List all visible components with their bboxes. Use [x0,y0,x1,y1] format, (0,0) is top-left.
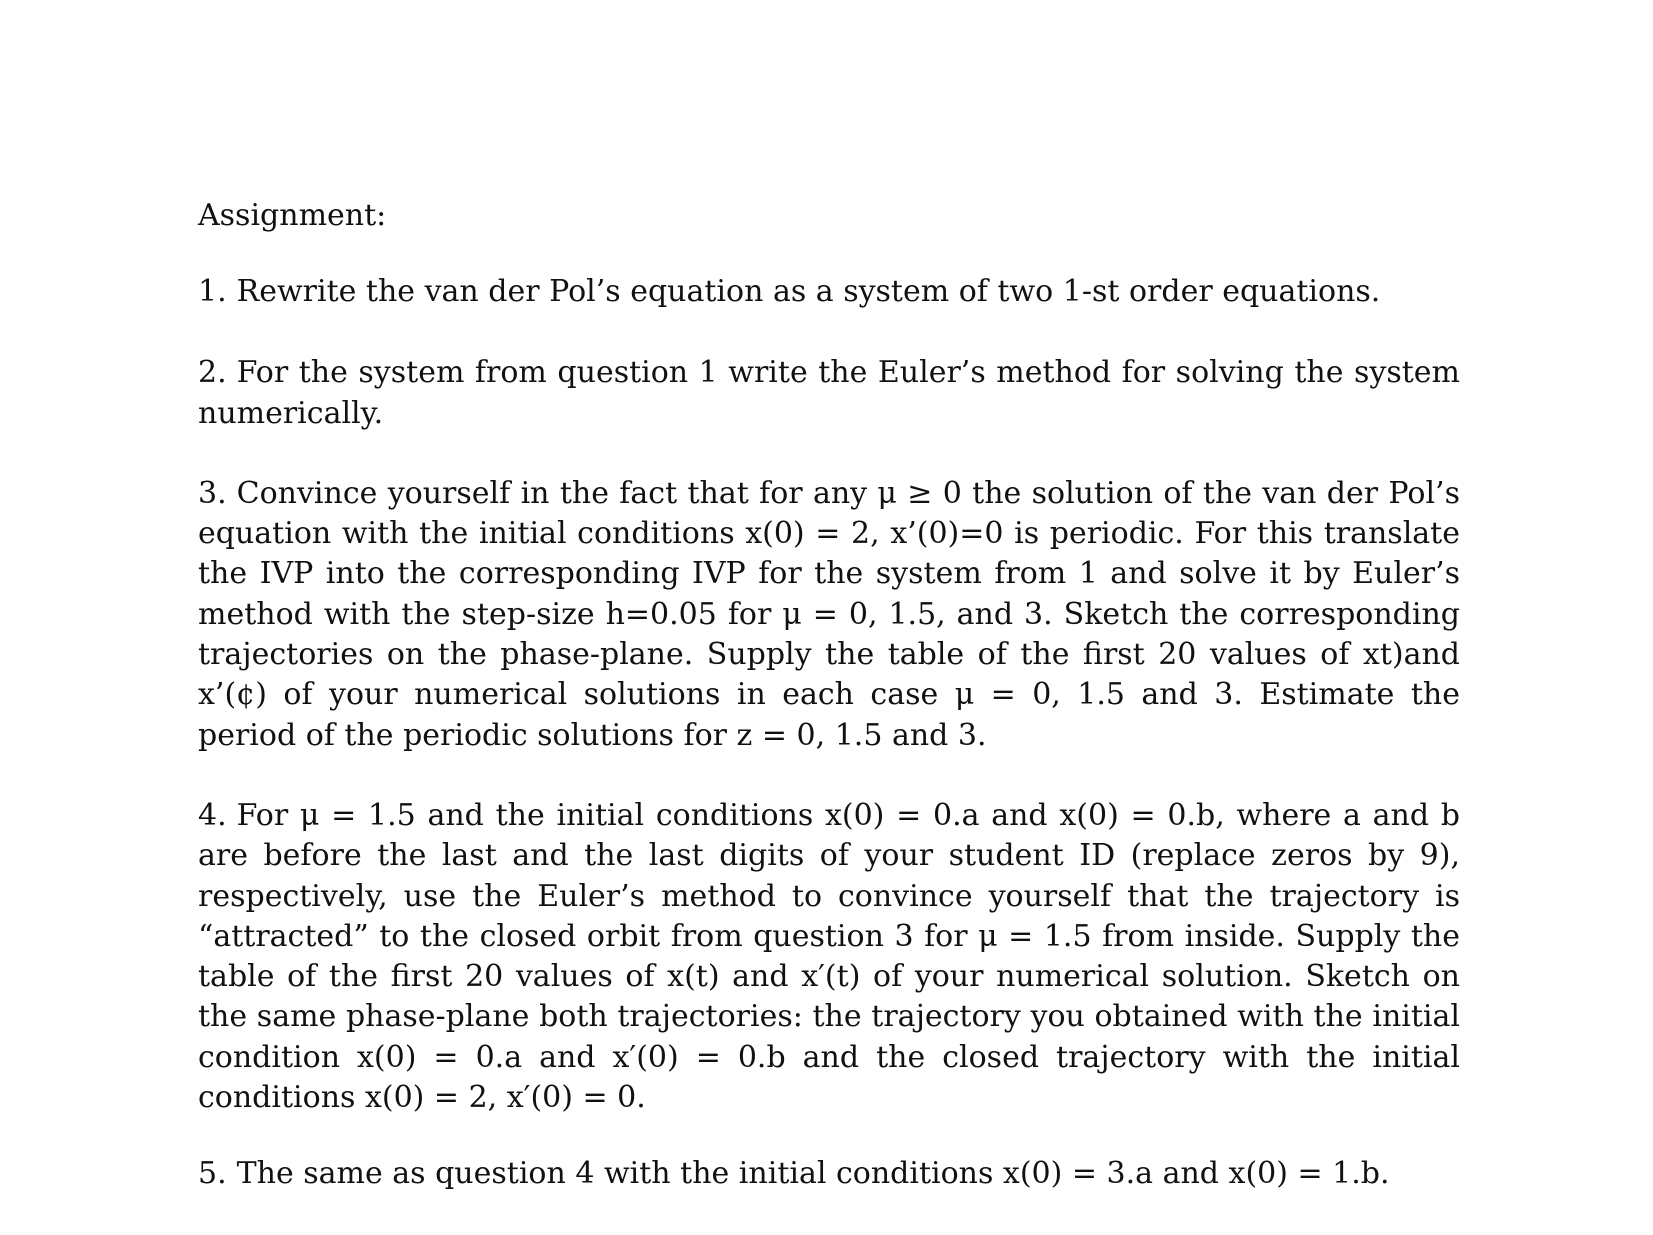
assignment-page [198,196,1460,1235]
question-1-number: 1. [198,274,227,309]
assignment-heading: Assignment: [198,198,387,233]
question-4-text: For μ = 1.5 and the initial conditions x(0) = 0.a and x(0) = 0.b, where a and b are before the last and the last digits of your student ID (replace zeros by 9), respectively, use the Euler’s method to convince yourself that the trajectory is “attracted” to the closed orbit from question 3 for μ = 1.5 from inside. Supply the table of the first 20 values of x(t) and x′(t) of your numerical solution. Sketch on the same phase-plane both trajectories: the trajectory you obtained with the initial condition x(0) = 0.a and x′(0) = 0.b and the closed trajectory with the initial conditions x(0) = 2, x′(0) = 0. [198,797,1460,1116]
question-1-text: Rewrite the van der Pol’s equation as a system of two 1-st order equations. [236,274,1381,309]
question-1 [198,272,1460,312]
question-3-number: 3. [198,475,227,511]
question-4 [198,796,1460,1118]
question-2-number: 2. [198,355,227,391]
question-2 [198,353,1460,434]
question-5-text: The same as question 4 with the initial conditions x(0) = 3.a and x(0) = 1.b. [236,1156,1390,1192]
question-2-text: For the system from question 1 write the Euler’s method for solving the system numerically. [198,355,1460,431]
question-5 [198,1154,1460,1194]
question-3 [198,474,1460,756]
question-3-text: Convince yourself in the fact that for any μ ≥ 0 the solution of the van der Pol’s equation with the initial conditions x(0) = 2, x’(0)=0 is periodic. For this translate the IVP into the corresponding IVP for the system from 1 and solve it by Euler’s method with the step-size h=0.05 for μ = 0, 1.5, and 3. Sketch the corresponding trajectories on the phase-plane. Supply the table of the first 20 values of xt)and x’(¢) of your numerical solutions in each case μ = 0, 1.5 and 3. Estimate the period of the periodic solutions for z = 0, 1.5 and 3. [198,475,1460,753]
question-4-number: 4. [198,797,227,833]
question-5-number: 5. [198,1156,227,1192]
